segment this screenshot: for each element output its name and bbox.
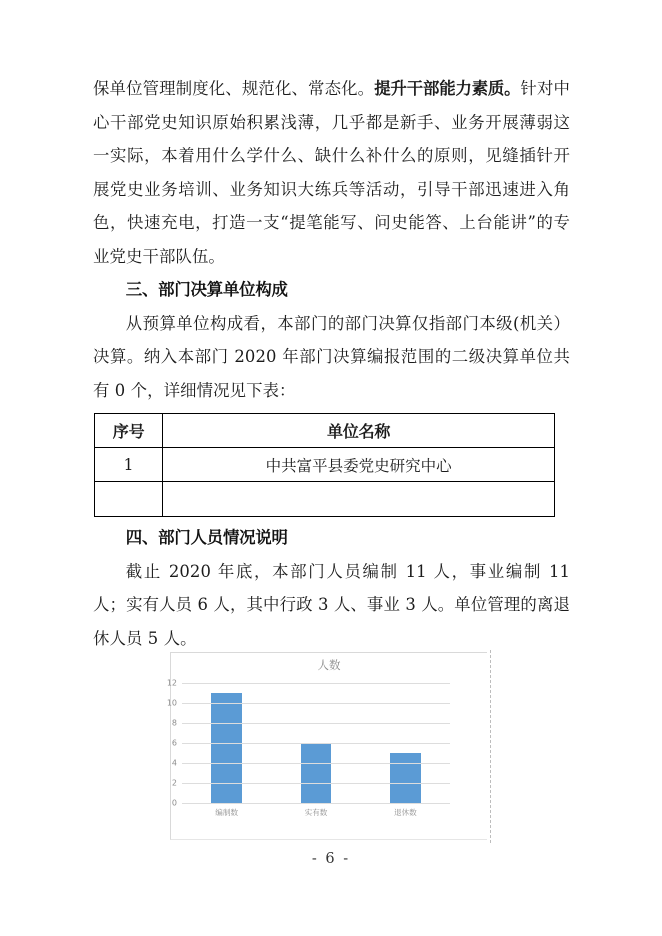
heading-section-four: 四、部门人员情况说明 — [125, 528, 288, 547]
chart-y-tick-label: 6 — [171, 738, 177, 748]
document-body — [93, 72, 570, 655]
chart-y-tick-label: 12 — [166, 678, 177, 688]
page-number-footer: - 6 - — [311, 851, 351, 867]
chart-gridline — [171, 798, 450, 808]
chart-gridline — [166, 698, 450, 708]
chart-bar — [390, 753, 420, 803]
paragraph-section-three-body: 从预算单位构成看，本部门的部门决算仅指部门本级(机关）决算。纳入本部门 2020 年部门决算编报范围的二级决算单位共有 0 个，详细情况见下表： — [93, 313, 570, 400]
chart-y-tick-label: 8 — [171, 718, 177, 728]
chart-anchor-guide — [490, 650, 491, 843]
chart-y-tick-label: 4 — [171, 758, 177, 768]
table-cell-unit-name — [163, 482, 555, 517]
table-row — [95, 448, 555, 482]
paragraph-section-four-body: 截止 2020 年底，本部门人员编制 11 人，事业编制 11 人；实有人员 6 人，其中行政 3 人、事业 3 人。单位管理的离退休人员 5 人。 — [93, 561, 570, 648]
chart-gridline — [166, 678, 450, 688]
chart-gridline — [171, 718, 450, 728]
table-row — [95, 482, 555, 517]
chart-y-tick-label: 2 — [171, 778, 177, 788]
chart-title: 人数 — [317, 658, 341, 672]
chart-category-label: 退休数 — [393, 808, 417, 817]
unit-composition-table — [94, 413, 555, 517]
table-cell-no — [95, 482, 163, 517]
chart-gridline — [171, 778, 450, 788]
paragraph-rest-text: 针对中心干部党史知识原始积累浅薄，几乎都是新手、业务开展薄弱这一实际，本着用什么学什么、缺什么补什么的原则，见缝插针开展党史业务培训、业务知识大练兵等活动，引导干部迅速进入角色，快速充电，打造一支“提笔能写、问史能答、上台能讲”的专业党史干部队伍。 — [93, 79, 570, 266]
table-header-no: 序号 — [95, 414, 163, 448]
heading-section-three: 三、部门决算单位构成 — [125, 280, 288, 299]
chart-category-label: 实有数 — [304, 808, 328, 817]
paragraph-cadre-quality — [93, 72, 570, 273]
table-cell-no: 1 — [95, 448, 163, 482]
chart-y-tick-label: 0 — [171, 798, 177, 808]
paragraph-bold-phrase: 提升干部能力素质。 — [374, 79, 521, 98]
chart-bar — [301, 743, 331, 803]
chart-y-tick-label: 10 — [166, 698, 177, 708]
chart-category-label: 编制数 — [215, 808, 239, 817]
chart-gridline — [171, 758, 450, 768]
chart-category-labels — [182, 807, 450, 821]
table-cell-unit-name: 中共富平县委党史研究中心 — [163, 448, 555, 482]
table-header-row — [95, 414, 555, 448]
table-header-unit-name: 单位名称 — [163, 414, 555, 448]
chart-bar — [211, 693, 241, 803]
chart-gridline — [171, 738, 450, 748]
chart-plot-area — [166, 678, 450, 808]
staff-count-chart — [149, 650, 509, 845]
paragraph-lead-text: 保单位管理制度化、规范化、常态化。 — [93, 79, 375, 98]
